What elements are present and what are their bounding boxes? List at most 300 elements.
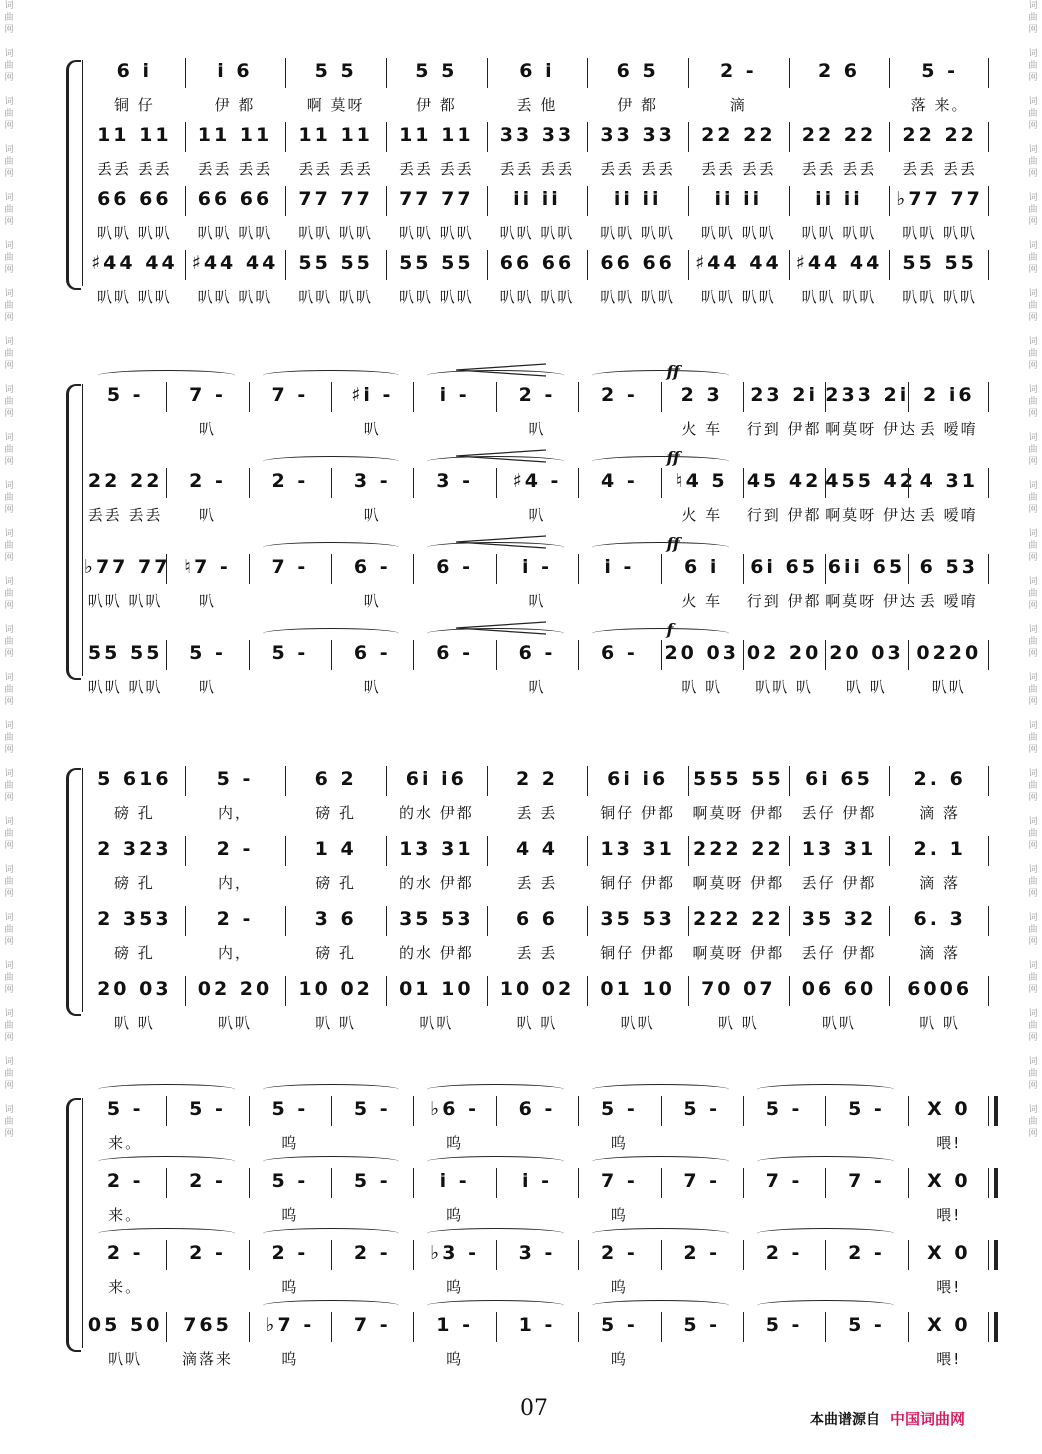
barline — [578, 1168, 579, 1198]
measure-notes: ♮7 - — [184, 556, 231, 578]
measure-notes: 33 33 — [499, 124, 575, 146]
score-system — [66, 362, 990, 700]
measure-lyrics: 叭 叭 — [516, 1014, 558, 1032]
measure-lyrics: 丢丢 丢丢 — [87, 506, 163, 524]
watermark-text: 词曲网 — [4, 721, 14, 755]
measure-notes: 6 - — [436, 642, 473, 664]
barline — [578, 468, 579, 498]
measure-notes: ii ii — [815, 188, 863, 210]
barline — [743, 1168, 744, 1198]
measure-lyrics: 叭 叭 — [681, 678, 723, 696]
measure-notes: 05 50 — [87, 1314, 163, 1336]
measure-notes: 5 - — [848, 1098, 885, 1120]
measure-notes: 3 - — [518, 1242, 556, 1264]
measure-notes: 5 5 — [415, 60, 458, 82]
measure-lyrics: 啊莫呀 伊都 — [692, 944, 785, 962]
barline — [331, 1168, 332, 1198]
barline — [889, 250, 890, 280]
measure-notes: 66 66 — [197, 188, 273, 210]
measure-notes: 5 - — [271, 642, 309, 664]
measure-notes: 1 4 — [314, 838, 357, 860]
measure-notes: 5 616 — [97, 768, 172, 790]
tie-slur — [427, 1156, 564, 1167]
measure-lyrics: 落 来。 — [910, 96, 969, 114]
barline — [988, 906, 989, 936]
measure-lyrics: 滴 落 — [919, 874, 961, 892]
measure-notes: ♭77 77 — [896, 188, 983, 210]
measure-notes: 55 55 — [87, 642, 163, 664]
system-brace — [66, 768, 81, 1016]
measure-lyrics: 丢丢 丢丢 — [801, 160, 877, 178]
measure-notes: 222 22 — [692, 838, 784, 860]
measure-notes: 6 53 — [919, 556, 978, 578]
tie-slur — [263, 628, 400, 639]
measure-notes: 6. 3 — [913, 908, 966, 930]
measure-notes: ♭77 77 — [84, 556, 171, 578]
measure-lyrics: 啊莫呀 伊达 — [825, 592, 918, 610]
barline — [578, 1096, 579, 1126]
barline — [825, 554, 826, 584]
measure-lyrics: 呜 — [610, 1278, 628, 1296]
watermark-text: 词曲网 — [4, 193, 14, 227]
measure-notes: 66 66 — [600, 252, 675, 274]
barline — [908, 1240, 909, 1270]
measure-notes: i - — [604, 556, 635, 578]
watermark-text: 词曲网 — [1028, 961, 1038, 995]
barline — [185, 766, 186, 796]
final-barline — [988, 1168, 998, 1198]
measure-notes: 7 - — [765, 1170, 803, 1192]
measure-lyrics: 伊 都 — [415, 96, 457, 114]
measure-notes: 35 53 — [399, 908, 474, 930]
watermark-text: 词曲网 — [4, 337, 14, 371]
barline — [166, 1240, 167, 1270]
measure-lyrics: 叭叭 叭叭 — [87, 592, 163, 610]
staff-part — [84, 534, 990, 614]
measure-lyrics: 叭叭 叭叭 — [902, 224, 978, 242]
measure-lyrics: 喂! — [936, 1134, 962, 1152]
barline — [413, 468, 414, 498]
measure-notes: 13 31 — [600, 838, 675, 860]
barline — [285, 836, 286, 866]
watermark-text: 词曲网 — [1028, 913, 1038, 947]
tie-slur — [427, 1084, 564, 1095]
measure-notes: 11 11 — [399, 124, 474, 146]
measure-notes: 02 20 — [746, 642, 822, 664]
measure-notes: X 0 — [927, 1170, 971, 1192]
measure-notes: ♭6 - — [430, 1098, 479, 1120]
measure-notes: 66 66 — [97, 188, 172, 210]
measure-notes: 3 - — [436, 470, 473, 492]
measure-lyrics: 磅 孔 — [315, 804, 357, 822]
measure-notes: 0220 — [916, 642, 982, 664]
watermark-text: 词曲网 — [4, 865, 14, 899]
barline — [661, 468, 662, 498]
watermark-text: 词曲网 — [1028, 625, 1038, 659]
measure-lyrics: 呜 — [446, 1350, 464, 1368]
watermark-left — [2, 0, 16, 1454]
watermark-text: 词曲网 — [1028, 289, 1038, 323]
barline — [988, 250, 989, 280]
measure-lyrics: 啊莫呀 伊都 — [692, 804, 785, 822]
measure-lyrics: 伊 都 — [617, 96, 659, 114]
measure-notes: 6 - — [353, 642, 391, 664]
measure-notes: ♮4 5 — [675, 470, 728, 492]
measure-lyrics: 内， — [217, 874, 252, 892]
measure-notes: ii ii — [714, 188, 763, 210]
measure-lyrics: 叭 — [528, 420, 546, 438]
watermark-text: 词曲网 — [4, 1009, 14, 1043]
measure-notes: 2 - — [353, 1242, 391, 1264]
tie-slur — [427, 1300, 564, 1311]
measure-notes: 6 - — [600, 642, 638, 664]
measure-notes: 22 22 — [902, 124, 977, 146]
barline — [908, 554, 909, 584]
watermark-text: 词曲网 — [4, 433, 14, 467]
barline — [661, 1312, 662, 1342]
barline — [743, 1096, 744, 1126]
barline — [825, 640, 826, 670]
measure-lyrics: 火 车 — [681, 506, 723, 524]
measure-lyrics: 叭叭 — [217, 1014, 252, 1032]
staff-part — [84, 1098, 990, 1156]
measure-lyrics: 叭叭 叭叭 — [398, 288, 474, 306]
barline — [386, 906, 387, 936]
tie-slur — [592, 542, 729, 553]
barline — [331, 468, 332, 498]
tie-slur — [263, 370, 400, 381]
barline — [166, 554, 167, 584]
measure-lyrics: 丢仔 伊都 — [801, 874, 877, 892]
measure-lyrics: 叭叭 叭叭 — [801, 224, 877, 242]
measure-notes: 23 2i — [750, 384, 818, 406]
measure-notes: 7 - — [353, 1314, 391, 1336]
measure-lyrics: 叭叭 叭叭 — [96, 288, 172, 306]
measure-notes: 5 - — [106, 1098, 144, 1120]
measure-notes: 22 22 — [801, 124, 877, 146]
measure-notes: 2 - — [271, 470, 309, 492]
measure-lyrics: 的水 伊都 — [398, 804, 474, 822]
watermark-text: 词曲网 — [4, 1057, 14, 1091]
watermark-text: 词曲网 — [1028, 193, 1038, 227]
measure-lyrics: 磅 孔 — [315, 944, 357, 962]
tie-slur — [263, 1156, 400, 1167]
barline — [825, 382, 826, 412]
measure-lyrics: 呜 — [281, 1350, 299, 1368]
measure-notes: 6i 65 — [805, 768, 873, 790]
barline — [889, 186, 890, 216]
measure-notes: 7 - — [848, 1170, 885, 1192]
barline — [578, 640, 579, 670]
barline — [249, 1240, 250, 1270]
measure-lyrics: 铜仔 伊都 — [600, 804, 676, 822]
measure-lyrics: 叭叭 叭叭 — [700, 288, 776, 306]
staff-part — [84, 252, 990, 310]
tie-slur — [592, 1300, 729, 1311]
measure-lyrics: 丢 嗳唷 — [919, 592, 978, 610]
watermark-text: 词曲网 — [4, 817, 14, 851]
barline — [185, 976, 186, 1006]
tie-slur — [757, 1300, 894, 1311]
measure-lyrics: 啊莫呀 伊都 — [692, 874, 785, 892]
measure-lyrics: 的水 伊都 — [398, 944, 474, 962]
barline — [166, 1312, 167, 1342]
measure-lyrics: 呜 — [446, 1134, 464, 1152]
measure-lyrics: 呜 — [281, 1206, 299, 1224]
watermark-text: 词曲网 — [1028, 529, 1038, 563]
barline — [743, 468, 744, 498]
measure-notes: 2 - — [600, 1242, 638, 1264]
measure-notes: 3 6 — [314, 908, 357, 930]
measure-notes: 45 42 — [746, 470, 822, 492]
measure-lyrics: 行到 伊都 — [746, 592, 822, 610]
measure-lyrics: 铜 仔 — [113, 96, 155, 114]
measure-notes: 20 03 — [97, 978, 172, 1000]
staff-part — [84, 978, 990, 1036]
measure-notes: 2. 6 — [913, 768, 966, 790]
system-barline — [82, 768, 83, 1012]
system-barline — [82, 384, 83, 676]
measure-notes: 4 - — [600, 470, 638, 492]
barline — [487, 122, 488, 152]
barline — [587, 58, 588, 88]
barline — [688, 58, 689, 88]
measure-lyrics: 叭叭 叭叭 — [499, 288, 575, 306]
measure-lyrics: 叭 叭 — [846, 678, 887, 696]
tie-slur — [263, 456, 400, 467]
measure-lyrics: 叭叭 叭叭 — [398, 224, 474, 242]
tie-slur — [98, 1156, 235, 1167]
barline — [386, 186, 387, 216]
barline — [908, 1312, 909, 1342]
tie-slur — [592, 1084, 729, 1095]
measure-notes: 2 - — [106, 1242, 144, 1264]
watermark-text: 词曲网 — [4, 577, 14, 611]
measure-lyrics: 丢 丢 — [516, 874, 558, 892]
measure-notes: 6 6 — [515, 908, 559, 930]
measure-lyrics: 叭叭 叭叭 — [197, 288, 273, 306]
tie-slur — [98, 1084, 235, 1095]
measure-lyrics: 呜 — [446, 1206, 464, 1224]
measure-lyrics: 呜 — [446, 1278, 464, 1296]
measure-notes: 02 20 — [197, 978, 273, 1000]
measure-notes: 13 31 — [801, 838, 877, 860]
watermark-text: 词曲网 — [1028, 769, 1038, 803]
watermark-text: 词曲网 — [4, 625, 14, 659]
measure-lyrics: 叭叭 叭叭 — [197, 224, 273, 242]
barline — [743, 554, 744, 584]
barline — [331, 640, 332, 670]
measure-lyrics: 叭 — [199, 506, 217, 524]
measure-notes: 233 2i — [825, 384, 910, 406]
watermark-text: 词曲网 — [4, 145, 14, 179]
measure-lyrics: 叭 — [199, 592, 217, 610]
dynamic-marking: ff — [666, 448, 680, 467]
measure-notes: 5 - — [353, 1098, 391, 1120]
system-barline — [82, 1098, 83, 1348]
measure-lyrics: 叭 — [363, 420, 381, 438]
measure-notes: 22 22 — [87, 470, 163, 492]
barline — [331, 1096, 332, 1126]
measure-lyrics: 内， — [217, 944, 252, 962]
measure-notes: 2 - — [271, 1242, 309, 1264]
barline — [413, 554, 414, 584]
measure-lyrics: 丢丢 丢丢 — [700, 160, 776, 178]
measure-lyrics: 伊 都 — [214, 96, 256, 114]
watermark-text: 词曲网 — [1028, 1, 1038, 35]
dynamic-marking: f — [666, 620, 674, 639]
measure-lyrics: 呜 — [281, 1278, 299, 1296]
barline — [587, 836, 588, 866]
measure-lyrics: 叭 叭 — [919, 1014, 961, 1032]
measure-lyrics: 叭 — [363, 678, 381, 696]
barline — [743, 1312, 744, 1342]
measure-notes: 35 32 — [801, 908, 877, 930]
staff-part — [84, 1170, 990, 1228]
measure-notes: 5 - — [271, 1170, 309, 1192]
measure-lyrics: 丢 他 — [516, 96, 558, 114]
system-brace — [66, 60, 81, 290]
measure-lyrics: 铜仔 伊都 — [600, 874, 676, 892]
measure-notes: 7 - — [271, 384, 309, 406]
measure-lyrics: 叭 叭 — [717, 1014, 759, 1032]
measure-lyrics: 磅 孔 — [113, 804, 155, 822]
tie-slur — [98, 370, 235, 381]
watermark-text: 词曲网 — [1028, 97, 1038, 131]
system-brace — [66, 384, 81, 680]
watermark-text: 词曲网 — [4, 961, 14, 995]
barline — [249, 1096, 250, 1126]
barline — [413, 640, 414, 670]
barline — [825, 1096, 826, 1126]
barline — [587, 906, 588, 936]
measure-lyrics: 叭 — [363, 506, 381, 524]
measure-lyrics: 啊莫呀 伊达 — [825, 420, 918, 438]
barline — [988, 186, 989, 216]
measure-lyrics: 叭 — [363, 592, 381, 610]
barline — [688, 836, 689, 866]
barline — [166, 382, 167, 412]
measure-lyrics: 叭 — [528, 592, 546, 610]
tie-slur — [592, 456, 729, 467]
score-system — [66, 60, 990, 310]
system-barline — [82, 60, 83, 286]
measure-lyrics: 叭叭 — [419, 1014, 454, 1032]
barline — [496, 640, 497, 670]
barline — [185, 906, 186, 936]
watermark-text: 词曲网 — [4, 1105, 14, 1139]
barline — [743, 640, 744, 670]
barline — [487, 186, 488, 216]
barline — [487, 906, 488, 936]
measure-notes: 6 2 — [314, 768, 357, 790]
measure-notes: 11 11 — [97, 124, 172, 146]
watermark-text: 词曲网 — [4, 481, 14, 515]
measure-lyrics: 丢 嗳唷 — [919, 420, 978, 438]
barline — [413, 1312, 414, 1342]
barline — [413, 1096, 414, 1126]
staff-part — [84, 362, 990, 442]
barline — [988, 976, 989, 1006]
crescendo-hairpin — [456, 620, 546, 634]
measure-lyrics: 叭叭 — [931, 678, 966, 696]
measure-notes: 2 - — [719, 60, 757, 82]
barline — [889, 976, 890, 1006]
measure-notes: 5 - — [216, 768, 254, 790]
barline — [487, 58, 488, 88]
measure-notes: 5 - — [683, 1098, 721, 1120]
tie-slur — [757, 1228, 894, 1239]
barline — [889, 836, 890, 866]
barline — [587, 976, 588, 1006]
barline — [578, 1240, 579, 1270]
measure-lyrics: 叭叭 叭叭 — [96, 224, 172, 242]
measure-lyrics: 来。 — [108, 1134, 143, 1152]
watermark-text: 词曲网 — [1028, 577, 1038, 611]
watermark-text: 词曲网 — [1028, 1009, 1038, 1043]
measure-notes: 11 11 — [298, 124, 373, 146]
measure-lyrics: 丢丢 丢丢 — [197, 160, 273, 178]
measure-notes: 765 — [183, 1314, 232, 1336]
measure-lyrics: 火 车 — [681, 592, 723, 610]
measure-lyrics: 叭叭 叭叭 — [600, 224, 676, 242]
measure-notes: 6 - — [518, 642, 556, 664]
measure-notes: ♯44 44 — [90, 252, 178, 274]
barline — [789, 186, 790, 216]
measure-lyrics: 叭叭 叭叭 — [499, 224, 575, 242]
measure-lyrics: 丢丢 丢丢 — [398, 160, 474, 178]
final-barline — [988, 1240, 998, 1270]
measure-lyrics: 丢丢 丢丢 — [298, 160, 374, 178]
measure-notes: 11 11 — [197, 124, 273, 146]
measure-notes: 33 33 — [600, 124, 675, 146]
measure-notes: 7 - — [600, 1170, 638, 1192]
barline — [331, 1240, 332, 1270]
measure-notes: 5 - — [600, 1314, 638, 1336]
barline — [688, 906, 689, 936]
watermark-text: 词曲网 — [1028, 433, 1038, 467]
measure-notes: 22 22 — [701, 124, 776, 146]
measure-notes: 5 - — [189, 1098, 226, 1120]
measure-lyrics: 丢丢 丢丢 — [902, 160, 978, 178]
watermark-text: 词曲网 — [4, 913, 14, 947]
measure-notes: 13 31 — [399, 838, 474, 860]
watermark-text: 词曲网 — [1028, 817, 1038, 851]
staff-part — [84, 620, 990, 700]
watermark-text: 词曲网 — [1028, 385, 1038, 419]
measure-notes: 5 - — [765, 1098, 803, 1120]
measure-notes: 2 - — [848, 1242, 885, 1264]
barline — [988, 766, 989, 796]
measure-notes: 2 3 — [680, 384, 723, 406]
barline — [166, 468, 167, 498]
measure-notes: 2 - — [216, 838, 254, 860]
score-system — [66, 1098, 990, 1372]
measure-notes: 01 10 — [600, 978, 675, 1000]
barline — [166, 1168, 167, 1198]
measure-notes: 3 - — [353, 470, 391, 492]
barline — [249, 1168, 250, 1198]
measure-notes: 35 53 — [600, 908, 675, 930]
measure-notes: 6006 — [907, 978, 973, 1000]
measure-notes: 77 77 — [399, 188, 474, 210]
barline — [285, 976, 286, 1006]
barline — [285, 766, 286, 796]
measure-notes: 222 22 — [692, 908, 784, 930]
barline — [688, 766, 689, 796]
barline — [789, 906, 790, 936]
measure-notes: 66 66 — [499, 252, 575, 274]
